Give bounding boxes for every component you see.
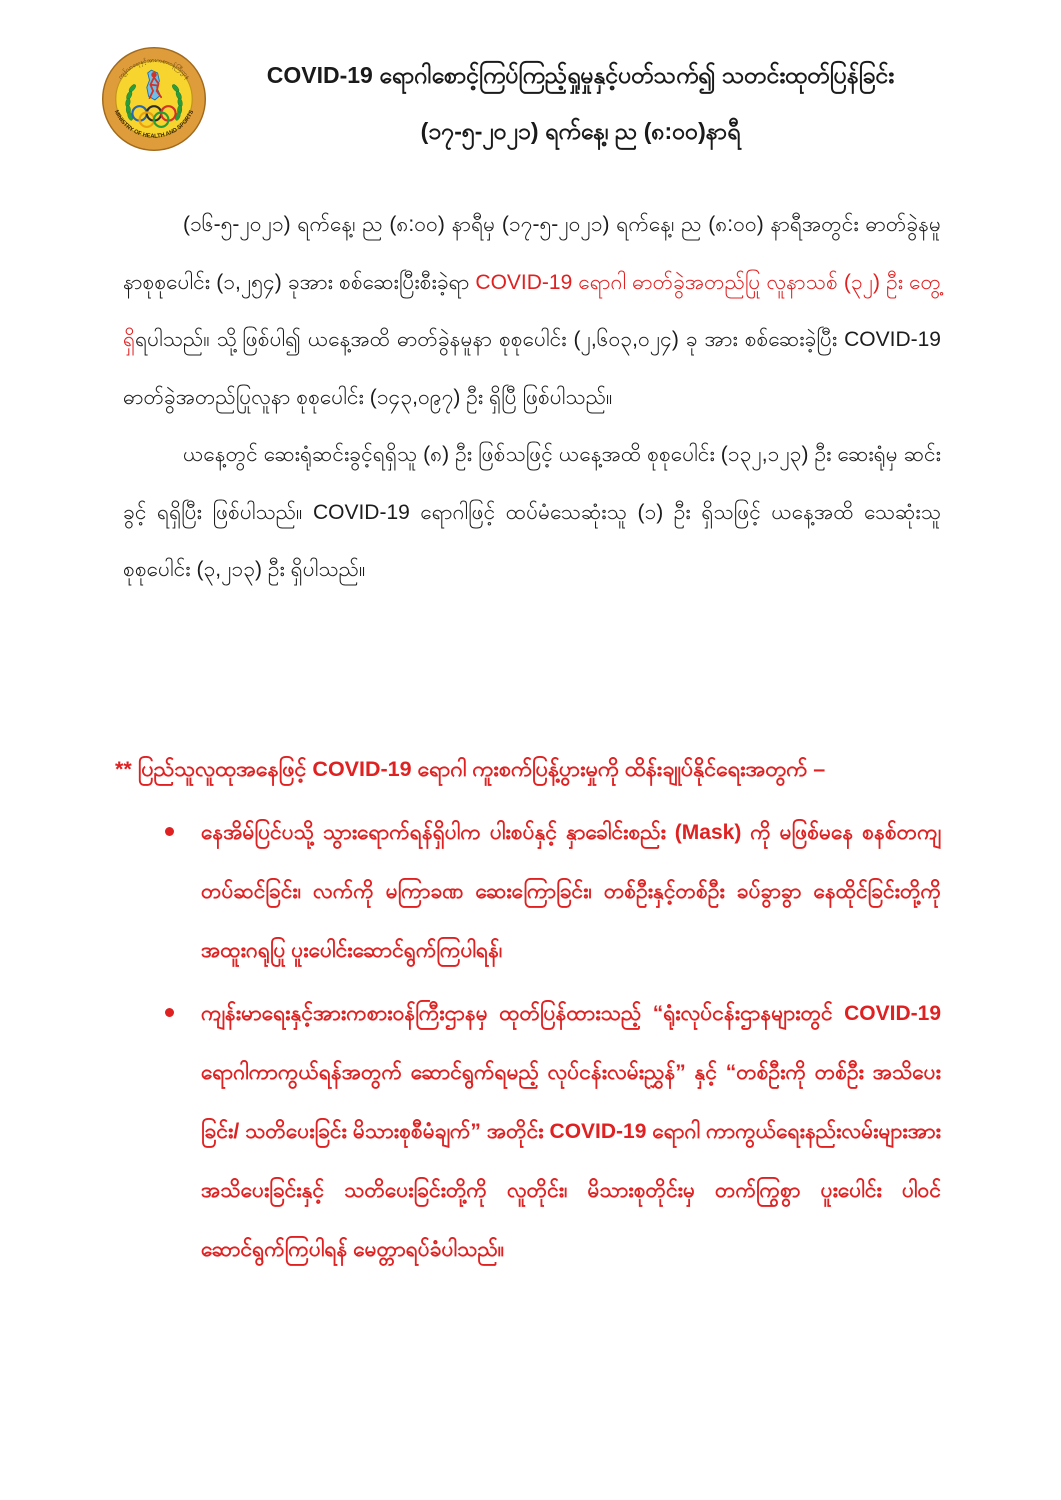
bullet-text-mask-hygiene: နေအိမ်ပြင်ပသို့ သွားရောက်ရန်ရှိပါက ပါးစပ်နှင့် နှာခေါင်းစည်း (Mask) ကို မဖြစ်မနေ စနစ်တကျ တပ်ဆင်ခြင်း၊ လက်ကို မကြာခဏ ဆေးကြောခြင်း၊ တစ်ဦးနှင့်တစ်ဦး ခပ်ခွာခွာ နေထိုင်ခြင်းတို့ကို အထူးဂရုပြု ပူးပေါင်းဆောင်ရွက်ကြပါရန်၊	[201, 820, 941, 962]
bullet-dot-icon	[165, 827, 174, 836]
bullet-dot-icon	[165, 1008, 174, 1017]
title-block	[210, 42, 951, 146]
ministry-logo	[100, 42, 210, 160]
emblem-bottom-arc-text: MINISTRY OF HEALTH AND SPORTS	[112, 109, 196, 140]
public-notice-heading: ** ပြည်သူလူထုအနေဖြင့် COVID-19 ရောဂါ ကူးစက်ပြန့်ပွားမှုကို ထိန်းချုပ်နိုင်ရေးအတွက် –	[115, 756, 826, 781]
paragraph-lab-results	[123, 196, 941, 426]
document-body	[115, 196, 941, 1283]
para1-text-black1: (၁၆-၅-၂၀၂၁) ရက်နေ့၊ ည (၈:၀၀) နာရီမှ (၁၇-၅-၂၀၂၁) ရက်နေ့၊ ည (၈:၀၀) နာရီအတွင်း ဓာတ်ခွဲနမူနာစုစုပေါင်း (၁,၂၅၄) ခုအား စစ်ဆေးပြီးစီးခဲ့ရာ	[123, 213, 941, 294]
list-item	[123, 984, 941, 1279]
ministry-emblem-icon	[100, 42, 208, 156]
para1-text-red-new-cases: COVID-19 ရောဂါ ဓာတ်ခွဲအတည်ပြု လူနာသစ် (၃၂) ဦး တွေ့ရှိ	[123, 270, 941, 351]
document-title-line1: COVID-19 ရောဂါစောင့်ကြပ်ကြည့်ရှုမှုနှင့်ပတ်သက်၍ သတင်းထုတ်ပြန်ခြင်း	[266, 62, 895, 88]
list-item	[123, 803, 941, 980]
paragraph-discharges-deaths: ယနေ့တွင် ဆေးရုံဆင်းခွင့်ရရှိသူ (၈) ဦး ဖြစ်သဖြင့် ယနေ့အထိ စုစုပေါင်း (၁၃၂,၁၂၃) ဦး ဆေးရုံမှ ဆင်းခွင့် ရရှိပြီး ဖြစ်ပါသည်။ COVID-19 ရောဂါဖြင့် ထပ်မံသေဆုံးသူ (၁) ဦး ရှိသဖြင့် ယနေ့အထိ သေဆုံးသူစုစုပေါင်း (၃,၂၁၃) ဦး ရှိပါသည်။	[123, 443, 941, 581]
emblem-top-arc-text: ကျန်းမာရေးနှင့်အားကစားဝန်ကြီးဌာန	[117, 57, 191, 81]
bullet-text-guidelines: ကျန်းမာရေးနှင့်အားကစားဝန်ကြီးဌာနမှ ထုတ်ပြန်ထားသည့် “ရုံးလုပ်ငန်းဌာနများတွင် COVID-19 ရောဂါကာကွယ်ရန်အတွက် ဆောင်ရွက်ရမည့် လုပ်ငန်းလမ်းညွှန်” နှင့် “တစ်ဦးကို တစ်ဦး အသိပေးခြင်း/ သတိပေးခြင်း မိသားစုစီမံချက်” အတိုင်း COVID-19 ရောဂါ ကာကွယ်ရေးနည်းလမ်းများအား အသိပေးခြင်းနှင့် သတိပေးခြင်းတို့ကို လူတိုင်း၊ မိသားစုတိုင်းမှ တက်ကြွစွာ ပူးပေါင်း ပါဝင် ဆောင်ရွက်ကြပါရန် မေတ္တာရပ်ခံပါသည်။	[201, 1001, 941, 1261]
para1-text-black2: ရပါသည်။ သို့ဖြစ်ပါ၍ ယနေ့အထိ ဓာတ်ခွဲနမူနာ စုစုပေါင်း (၂,၆၀၃,၀၂၄) ခု အား စစ်ဆေးခဲ့ပြီး COVID-19 ဓာတ်ခွဲအတည်ပြုလူနာ စုစုပေါင်း (၁၄၃,၀၉၇) ဦး ရှိပြီ ဖြစ်ပါသည်။	[123, 328, 941, 409]
document-header	[100, 42, 951, 160]
notice-bullet-list	[123, 803, 941, 1279]
document-title-line2: (၁၇-၅-၂၀၂၁) ရက်နေ့၊ ည (၈:၀၀)နာရီ	[420, 118, 741, 144]
